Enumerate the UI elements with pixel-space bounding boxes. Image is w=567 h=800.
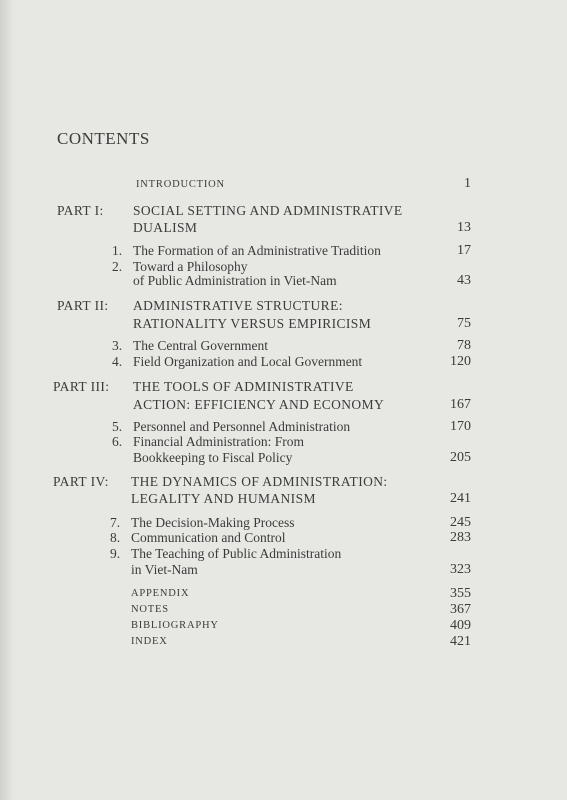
toc-introduction-page: 1 [464, 176, 471, 191]
contents-title: CONTENTS [57, 129, 150, 148]
chapter-title: The Teaching of Public Administration [131, 546, 342, 561]
chapter-title: The Formation of an Administrative Tradition [133, 243, 381, 258]
chapter-title: Toward a Philosophy [133, 259, 248, 274]
part-label: PART I: [57, 203, 104, 218]
chapter-page: 43 [457, 273, 471, 288]
part-title-line: ACTION: EFFICIENCY AND ECONOMY [133, 397, 385, 412]
toc-appendix-label: APPENDIX [131, 588, 190, 599]
chapter-page: 170 [450, 419, 471, 434]
chapter-title: in Viet-Nam [131, 562, 198, 577]
chapter-title: The Decision-Making Process [131, 515, 295, 530]
chapter-number: 5. [112, 419, 123, 434]
chapter-page: 120 [450, 354, 471, 369]
chapter-title: Communication and Control [131, 530, 286, 545]
part-title-line: SOCIAL SETTING AND ADMINISTRATIVE [133, 203, 403, 218]
chapter-number: 9. [110, 546, 121, 561]
chapter-page: 205 [450, 450, 471, 465]
part-page: 241 [450, 491, 471, 506]
chapter-number: 2. [112, 259, 123, 274]
page-edge-shadow [0, 0, 14, 800]
part-title-line: LEGALITY AND HUMANISM [131, 491, 316, 506]
chapter-title: Personnel and Personnel Administration [133, 419, 351, 434]
part-title-line: DUALISM [133, 220, 198, 235]
toc-index-label: INDEX [131, 636, 168, 647]
toc-index-page: 421 [450, 634, 471, 649]
part-label: PART III: [53, 379, 110, 394]
chapter-number: 1. [112, 243, 123, 258]
toc-appendix-page: 355 [450, 586, 471, 601]
toc-bibliography-page: 409 [450, 618, 471, 633]
toc-bibliography-label: BIBLIOGRAPHY [131, 620, 219, 631]
part-page: 75 [457, 316, 471, 331]
toc-notes-label: NOTES [131, 604, 169, 615]
part-title-line: THE DYNAMICS OF ADMINISTRATION: [131, 474, 388, 489]
toc-notes-page: 367 [450, 602, 471, 617]
chapter-page: 283 [450, 530, 471, 545]
part-label: PART IV: [53, 474, 109, 489]
chapter-number: 3. [112, 338, 123, 353]
chapter-number: 4. [112, 354, 123, 369]
chapter-title: The Central Government [133, 338, 268, 353]
chapter-number: 8. [110, 530, 121, 545]
chapter-page: 78 [457, 338, 471, 353]
part-label: PART II: [57, 298, 109, 313]
chapter-title: Financial Administration: From [133, 434, 304, 449]
chapter-title: of Public Administration in Viet-Nam [133, 273, 337, 288]
chapter-title: Bookkeeping to Fiscal Policy [133, 450, 293, 465]
chapter-page: 323 [450, 562, 471, 577]
chapter-title: Field Organization and Local Government [133, 354, 363, 369]
part-page: 13 [457, 220, 471, 235]
part-title-line: ADMINISTRATIVE STRUCTURE: [133, 298, 343, 313]
part-title-line: THE TOOLS OF ADMINISTRATIVE [133, 379, 354, 394]
chapter-number: 7. [110, 515, 121, 530]
chapter-page: 17 [457, 243, 471, 258]
part-page: 167 [450, 397, 471, 412]
chapter-number: 6. [112, 434, 123, 449]
part-title-line: RATIONALITY VERSUS EMPIRICISM [133, 316, 372, 331]
toc-introduction-label: INTRODUCTION [136, 179, 225, 190]
chapter-page: 245 [450, 515, 471, 530]
